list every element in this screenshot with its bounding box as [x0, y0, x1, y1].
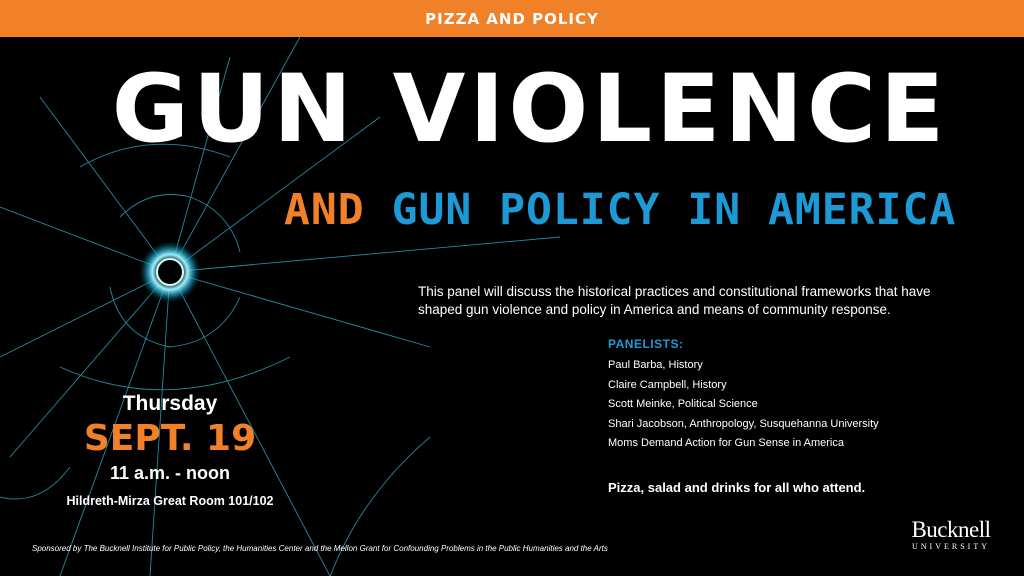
panelist-item: Paul Barba, History — [608, 359, 703, 371]
event-day: Thursday — [122, 392, 218, 415]
panelists-list — [608, 356, 879, 454]
panelist-item: Claire Campbell, History — [608, 378, 727, 391]
event-datetime — [40, 390, 300, 512]
panelists-heading: PANELISTS: — [608, 337, 684, 351]
event-description: This panel will discuss the historical practices and constitutional frameworks that have shaped gun violence and policy in America and means of community response. — [418, 284, 931, 317]
banner-label: PIZZA AND POLICY — [425, 9, 599, 28]
food-note: Pizza, salad and drinks for all who attend. — [608, 480, 866, 495]
subtitle — [284, 180, 964, 240]
panelist-item: Scott Meinke, Political Science — [608, 398, 758, 410]
logo-subtitle: UNIVERSITY — [912, 542, 990, 551]
event-location: Hildreth-Mirza Great Room 101/102 — [66, 494, 274, 508]
top-banner — [0, 0, 1024, 37]
bucknell-logo — [905, 518, 997, 552]
event-date: SEPT. 19 — [83, 418, 257, 459]
main-title: GUN VIOLENCE — [111, 55, 949, 164]
logo-name: Bucknell — [911, 517, 991, 542]
subtitle-and: AND — [284, 185, 365, 235]
panelist-item: Shari Jacobson, Anthropology, Susquehanna University — [608, 417, 879, 430]
subtitle-rest: GUN POLICY IN AMERICA — [391, 185, 957, 235]
event-time: 11 a.m. - noon — [109, 463, 231, 483]
sponsor-line: Sponsored by The Bucknell Institute for Public Policy, the Humanities Center and the Mellon Grant for Confounding Problems in the Public Humanities and the Arts — [32, 544, 608, 553]
panelist-item: Moms Demand Action for Gun Sense in America — [608, 437, 844, 449]
